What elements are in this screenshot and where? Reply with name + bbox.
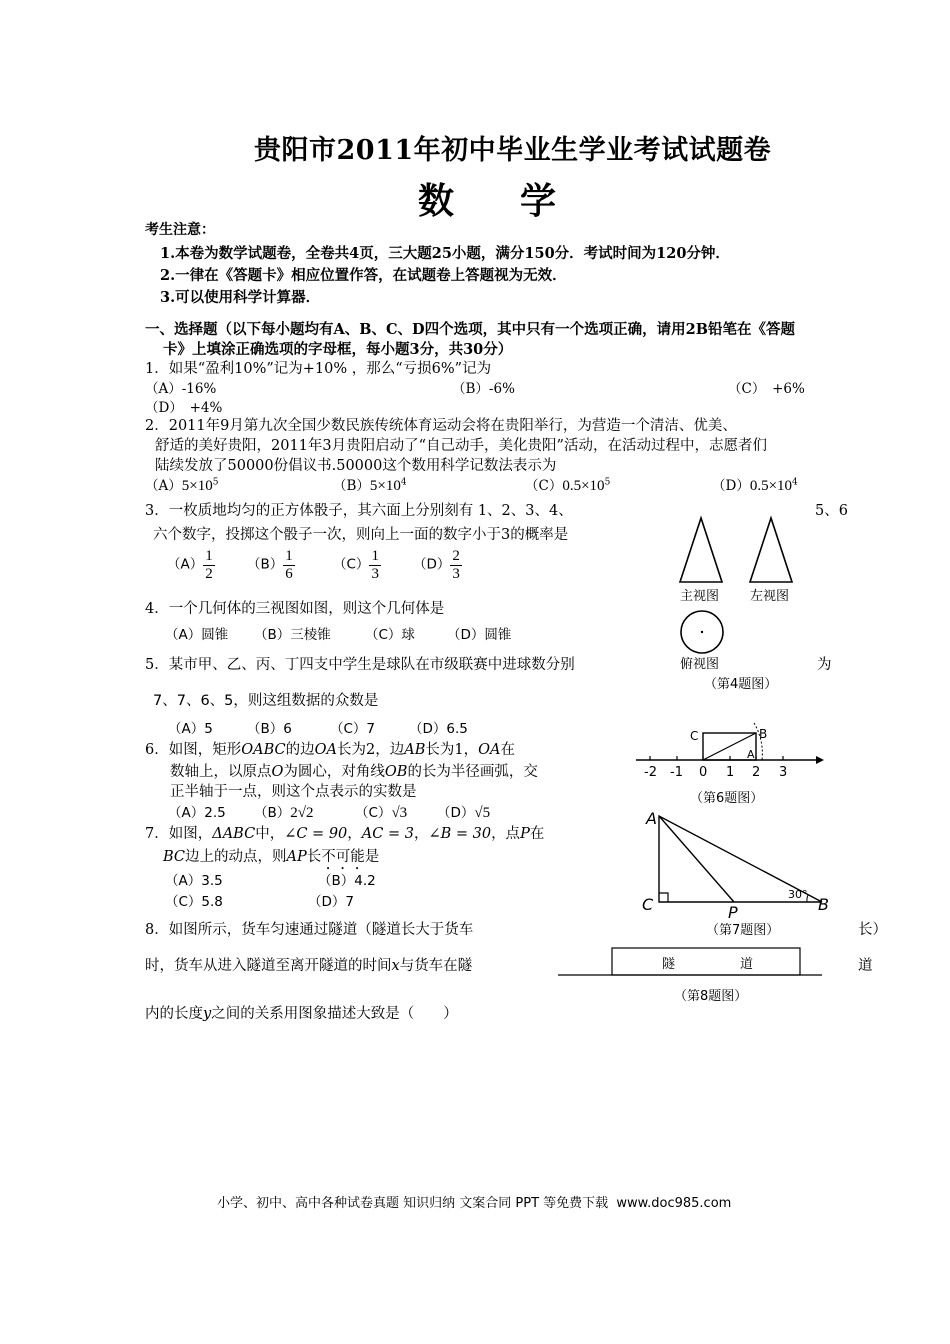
q5-stem-part1: 5．某市甲、乙、丙、丁四支中学生是球队在市级联赛中进球数分别 (145, 657, 575, 673)
tick-label-2: 2 (752, 765, 761, 780)
q4-caption: （第4题图） (704, 677, 778, 692)
q2-option-b: $(B)5\times 10^4$ (333, 477, 407, 494)
q6-option-b: （B）2√2 (254, 805, 314, 821)
footer-url[interactable]: www.doc985.com (616, 1196, 732, 1211)
tick-label-0: 0 (699, 765, 708, 780)
q6-stem-line3: 正半轴于一点，则这个点表示的实数是 (170, 784, 417, 800)
q7-option-a: （A）3.5 (165, 873, 223, 889)
q2-option-d: $(D)0.5\times 10^4$ (712, 477, 798, 494)
q7-stem-line2: BC边上的动点，则AP长不可能是 (163, 849, 380, 865)
q5-option-b: （B）6 (247, 721, 292, 737)
section-heading-line2: 卡》上填涂正确选项的字母框，每小题3分，共30分） (163, 341, 513, 358)
subject-title: 数学 (418, 181, 623, 222)
q6-caption: （第6题图） (690, 791, 764, 806)
point-p-label: P (728, 903, 738, 922)
q6-option-c: （C）√3 (355, 805, 408, 821)
q8-caption: （第8题图） (674, 989, 748, 1004)
front-view-label: 主视图 (680, 589, 720, 604)
q1-stem: 1．如果“盈利10%”记为+10% ，那么“亏损6%”记为 (145, 361, 492, 377)
q7-option-c: （C）5.8 (165, 894, 223, 910)
tick-label-3: 3 (779, 765, 788, 780)
q3-stem-line2: 六个数字，投掷这个骰子一次，则向上一面的数字小于3的概率是 (153, 527, 569, 543)
q2-option-c: $(C)0.5\times 10^5$ (525, 477, 611, 494)
q3-option-d: （D） $\frac{2}{3}$ (413, 548, 460, 582)
q4-figure (668, 512, 818, 697)
q5-stem-line2: 7、7、6、5，则这组数据的众数是 (153, 693, 379, 709)
footer (217, 1192, 731, 1211)
q6-stem-line2: 数轴上，以原点O为圆心，对角线OB的长为半径画弧，交 (170, 764, 538, 780)
q7-caption: （第7题图） (706, 923, 780, 938)
q4-option-c: （C）球 (365, 627, 415, 643)
q7-figure (636, 806, 836, 941)
point-b-label: B (818, 895, 829, 914)
q6-figure (630, 720, 830, 812)
q4-option-a: （A）圆锥 (165, 627, 229, 643)
left-view-triangle (750, 518, 792, 582)
top-view-center-dot (701, 631, 703, 633)
segment-ap (659, 816, 734, 902)
q8-stem-line2-end: 道 (858, 958, 873, 974)
angle-30-label: 30° (788, 888, 808, 901)
point-a-label: A (646, 809, 657, 828)
notice-item-1: 1.本卷为数学试题卷，全卷共4页，三大题25小题，满分150分．考试时间为120分钟． (160, 245, 730, 262)
q6-option-a: （A）2.5 (168, 805, 226, 821)
q7-stem-line1: 7．如图，ΔABC中，∠C = 90，AC = 3，∠B = 30，点P在 (145, 826, 545, 842)
q4-stem: 4．一个几何体的三视图如图，则这个几何体是 (145, 601, 445, 617)
notice-heading: 考生注意： (145, 222, 215, 238)
tunnel-label-a: 隧 (662, 957, 676, 972)
front-view-triangle (680, 518, 722, 582)
q7-option-b: （B）4.2 (318, 873, 376, 889)
q2-stem-line2: 舒适的美好贵阳，2011年3月贵阳启动了“自己动手，美化贵阳”活动，在活动过程中，志愿者们 (155, 438, 767, 454)
q8-figure (556, 944, 826, 1008)
point-b-label: B (759, 727, 768, 741)
top-view-label: 俯视图 (680, 657, 720, 672)
q5-stem-part2: 为 (817, 657, 832, 673)
q5-option-c: （C）7 (330, 721, 376, 737)
number-line-arrow (816, 756, 824, 764)
tunnel-rect (612, 948, 800, 975)
tunnel-label-b: 道 (740, 957, 754, 972)
q2-stem-line3: 陆续发放了50000份倡议书.50000这个数用科学记数法表示为 (155, 458, 557, 474)
q1-option-b: （B）-6% (452, 381, 515, 397)
q6-stem-line1: 6．如图，矩形OABC的边OA长为2，边AB长为1，OA在 (145, 742, 515, 758)
q3-option-b: （B） $\frac{1}{6}$ (247, 548, 293, 582)
q8-stem-line3: 内的长度y之间的关系用图象描述大致是（ ） (145, 1006, 458, 1022)
q1-option-c: （C） +6% (728, 381, 805, 397)
q7-option-d: （D）7 (308, 894, 354, 910)
tick-label-1: 1 (726, 765, 735, 780)
q6-option-d: （D）√5 (437, 805, 491, 821)
footer-text: 小学、初中、高中各种试卷真题 知识归纳 文案合同 PPT 等免费下载 (217, 1196, 609, 1211)
q8-stem-line2: 时，货车从进入隧道至离开隧道的时间x与货车在隧 (145, 958, 473, 974)
q5-option-a: （A）5 (168, 721, 213, 737)
point-c-label: C (690, 729, 699, 743)
right-angle-mark (659, 893, 668, 902)
tick-label-neg2: -2 (644, 765, 657, 780)
q3-option-c: （C） $\frac{1}{3}$ (333, 548, 379, 582)
q5-option-d: （D）6.5 (409, 721, 468, 737)
q1-option-a: （A）-16% (145, 381, 217, 397)
section-heading-line1: 一、选择题（以下每小题均有A、B、C、D四个选项，其中只有一个选项正确，请用2B铅笔在《答题 (145, 321, 795, 338)
q8-stem-line1: 8．如图所示，货车匀速通过隧道（隧道长大于货车 (145, 922, 474, 938)
point-c-label: C (642, 895, 654, 914)
notice-item-2: 2.一律在《答题卡》相应位置作答，在试题卷上答题视为无效． (160, 267, 567, 284)
q2-option-a: $(A)5\times 10^5$ (145, 477, 219, 494)
q1-option-d: （D） +4% (145, 400, 223, 416)
q3-option-a: （A） $\frac{1}{2}$ (167, 548, 213, 582)
q3-stem-part1: 3．一枚质地均匀的正方体骰子，其六面上分别刻有 1、2、3、4、 (145, 503, 573, 519)
q2-stem-line1: 2．2011年9月第九次全国少数民族传统体育运动会将在贵阳举行，为营造一个清洁、优美、 (145, 418, 737, 434)
q4-option-d: （D）圆锥 (447, 627, 512, 643)
q3-stem-part2: 5、6 (815, 503, 848, 519)
notice-item-3: 3.可以使用科学计算器． (160, 289, 321, 306)
left-view-label: 左视图 (750, 589, 790, 604)
q8-stem-line1-end: 长） (858, 922, 887, 938)
tick-label-neg1: -1 (670, 765, 683, 780)
page-title: 贵阳市2011年初中毕业生学业考试试题卷 (254, 135, 772, 166)
q4-option-b: （B）三棱锥 (254, 627, 331, 643)
point-a-label: A (747, 748, 755, 761)
